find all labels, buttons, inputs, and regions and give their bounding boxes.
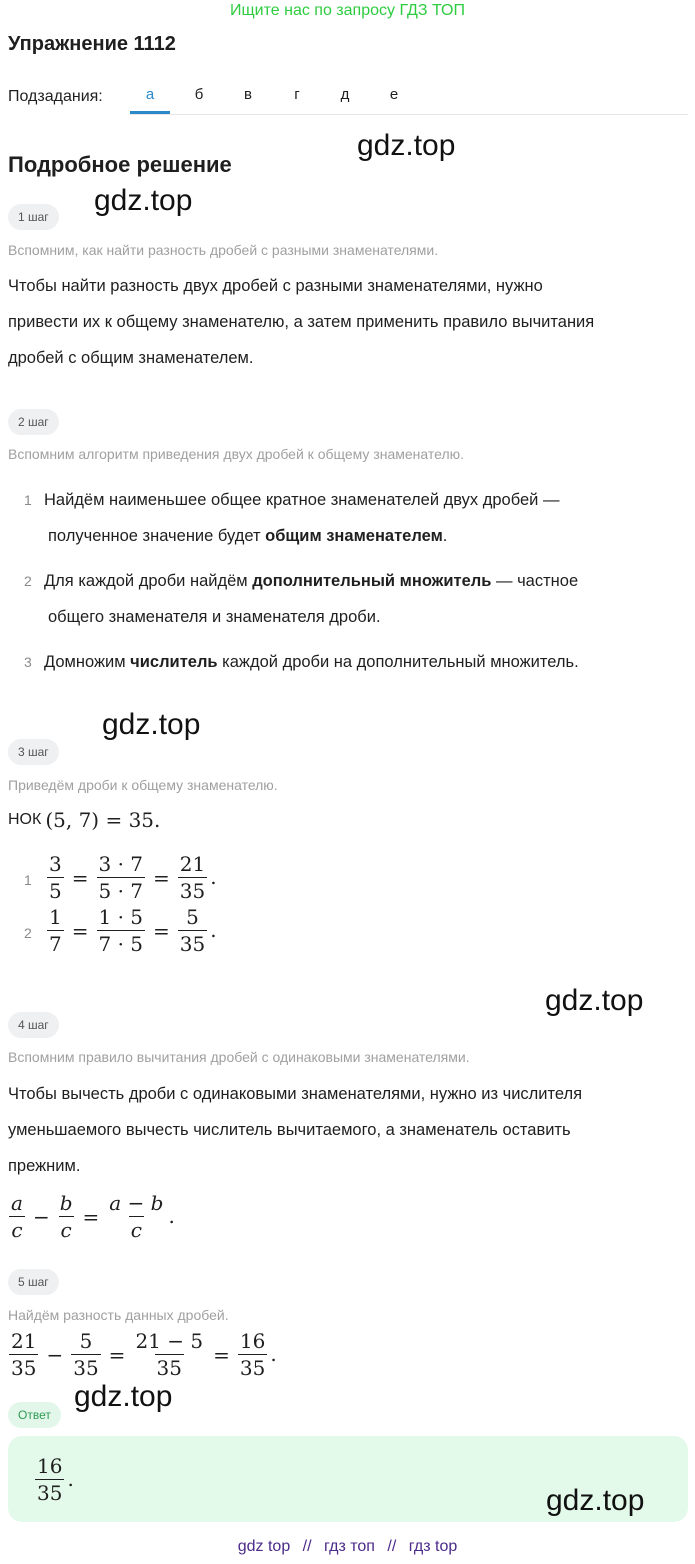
list-item	[44, 482, 684, 554]
watermark: gdz.top	[546, 1484, 645, 1517]
step-hint: Вспомним алгоритм приведения двух дробей к общему знаменателю.	[8, 446, 465, 462]
fraction: $\frac{b}{c}$	[59, 1191, 73, 1242]
step-hint: Найдём разность данных дробей.	[8, 1307, 229, 1323]
answer-badge: Ответ	[8, 1402, 61, 1428]
section-title: Подробное решение	[8, 152, 232, 177]
answer-fraction: $\frac{16}{35}$ .	[37, 1454, 74, 1505]
tab-v[interactable]: в	[244, 86, 252, 103]
footer-link[interactable]: гдз top	[408, 1538, 458, 1555]
list-number: 3	[24, 654, 32, 670]
tab-g[interactable]: г	[294, 86, 300, 103]
difference-formula: $\frac{21}{35}$ − $\frac{5}{35}$ = $\frac{21 - 5}{35}$ = $\frac{16}{35}$ .	[11, 1329, 277, 1380]
footer-link[interactable]: гдз топ	[324, 1538, 375, 1555]
list-number: 1	[24, 872, 32, 888]
step-badge: 3 шаг	[8, 739, 59, 765]
watermark: gdz.top	[102, 708, 201, 741]
watermark: gdz.top	[357, 129, 456, 162]
fraction: $\frac{1}{7}$	[49, 905, 62, 956]
fraction: $\frac{16}{35}$	[239, 1329, 266, 1380]
text-line: прежним.	[8, 1157, 81, 1175]
text-line: привести их к общему знаменателю, а затем применить правило вычитания	[8, 313, 595, 331]
fraction: $\frac{a}{c}$	[11, 1191, 23, 1242]
footer-links	[0, 1538, 695, 1556]
text-line: Для каждой дроби найдём дополнительный множитель — частное	[44, 572, 579, 590]
fraction: $\frac{5}{35}$	[73, 1329, 99, 1380]
tab-d[interactable]: д	[340, 86, 350, 103]
watermark: gdz.top	[74, 1380, 173, 1413]
step-text	[8, 268, 678, 376]
watermark: gdz.top	[94, 184, 193, 217]
fraction: $\frac{21}{35}$	[179, 852, 206, 903]
fraction: $\frac{21 - 5}{35}$	[135, 1329, 204, 1380]
text-line: полученное значение будет общим знаменателем.	[48, 527, 448, 545]
tab-e[interactable]: е	[389, 86, 399, 103]
footer-link[interactable]: gdz top	[237, 1538, 291, 1555]
nok-formula: НОК (5, 7) = 35.	[8, 808, 161, 832]
subtraction-rule: $\frac{a}{c}$ − $\frac{b}{c}$ = $\frac{a - b}{c}$ .	[11, 1191, 175, 1242]
tabs-divider	[130, 114, 688, 115]
text-line: Домножим числитель каждой дроби на дополнительный множитель.	[44, 653, 579, 671]
text-line: Найдём наименьшее общее кратное знаменателей двух дробей —	[44, 491, 560, 509]
text-line: Чтобы вычесть дроби с одинаковыми знаменателями, нужно из числителя	[8, 1085, 583, 1103]
text-line: уменьшаемого вычесть числитель вычитаемого, а знаменатель оставить	[8, 1121, 571, 1139]
search-banner: Ищите нас по запросу ГДЗ ТОП	[230, 2, 465, 19]
step-hint: Приведём дроби к общему знаменателю.	[8, 777, 278, 793]
step-hint: Вспомним, как найти разность дробей с разными знаменателями.	[8, 242, 439, 258]
fraction-equation: $\frac{3}{5}$ = $\frac{3 \cdot 7}{5 \cdot 7}$ = $\frac{21}{35}$ .	[49, 852, 217, 903]
list-number: 2	[24, 573, 32, 589]
fraction: $\frac{a - b}{c}$	[109, 1191, 164, 1242]
step-badge: 5 шаг	[8, 1269, 59, 1295]
fraction: $\frac{3}{5}$	[49, 852, 62, 903]
text-line: Чтобы найти разность двух дробей с разными знаменателями, нужно	[8, 277, 543, 295]
step-badge: 1 шаг	[8, 204, 59, 230]
text-line: дробей с общим знаменателем.	[8, 349, 254, 367]
list-number: 2	[24, 925, 32, 941]
tab-a[interactable]: а	[130, 80, 170, 114]
footer-separator: //	[302, 1538, 312, 1555]
fraction: $\frac{16}{35}$	[37, 1454, 63, 1505]
step-badge: 4 шаг	[8, 1012, 59, 1038]
text-line: общего знаменателя и знаменателя дроби.	[48, 608, 381, 626]
step-text	[8, 1076, 678, 1184]
fraction: $\frac{5}{35}$	[179, 905, 206, 956]
tab-b[interactable]: б	[194, 86, 204, 103]
fraction: $\frac{3 \cdot 7}{5 \cdot 7}$	[98, 852, 144, 903]
fraction-equation: $\frac{1}{7}$ = $\frac{1 \cdot 5}{7 \cdot 5}$ = $\frac{5}{35}$ .	[49, 905, 217, 956]
page-title: Упражнение 1112	[8, 33, 176, 55]
watermark: gdz.top	[545, 984, 644, 1017]
fraction: $\frac{1 \cdot 5}{7 \cdot 5}$	[98, 905, 144, 956]
footer-separator: //	[387, 1538, 397, 1555]
step-badge: 2 шаг	[8, 409, 59, 435]
fraction: $\frac{21}{35}$	[11, 1329, 37, 1380]
list-number: 1	[24, 492, 32, 508]
step-hint: Вспомним правило вычитания дробей с одинаковыми знаменателями.	[8, 1049, 470, 1065]
list-item	[44, 563, 684, 635]
subtasks-label: Подзадания:	[8, 88, 103, 105]
list-item	[44, 644, 684, 680]
